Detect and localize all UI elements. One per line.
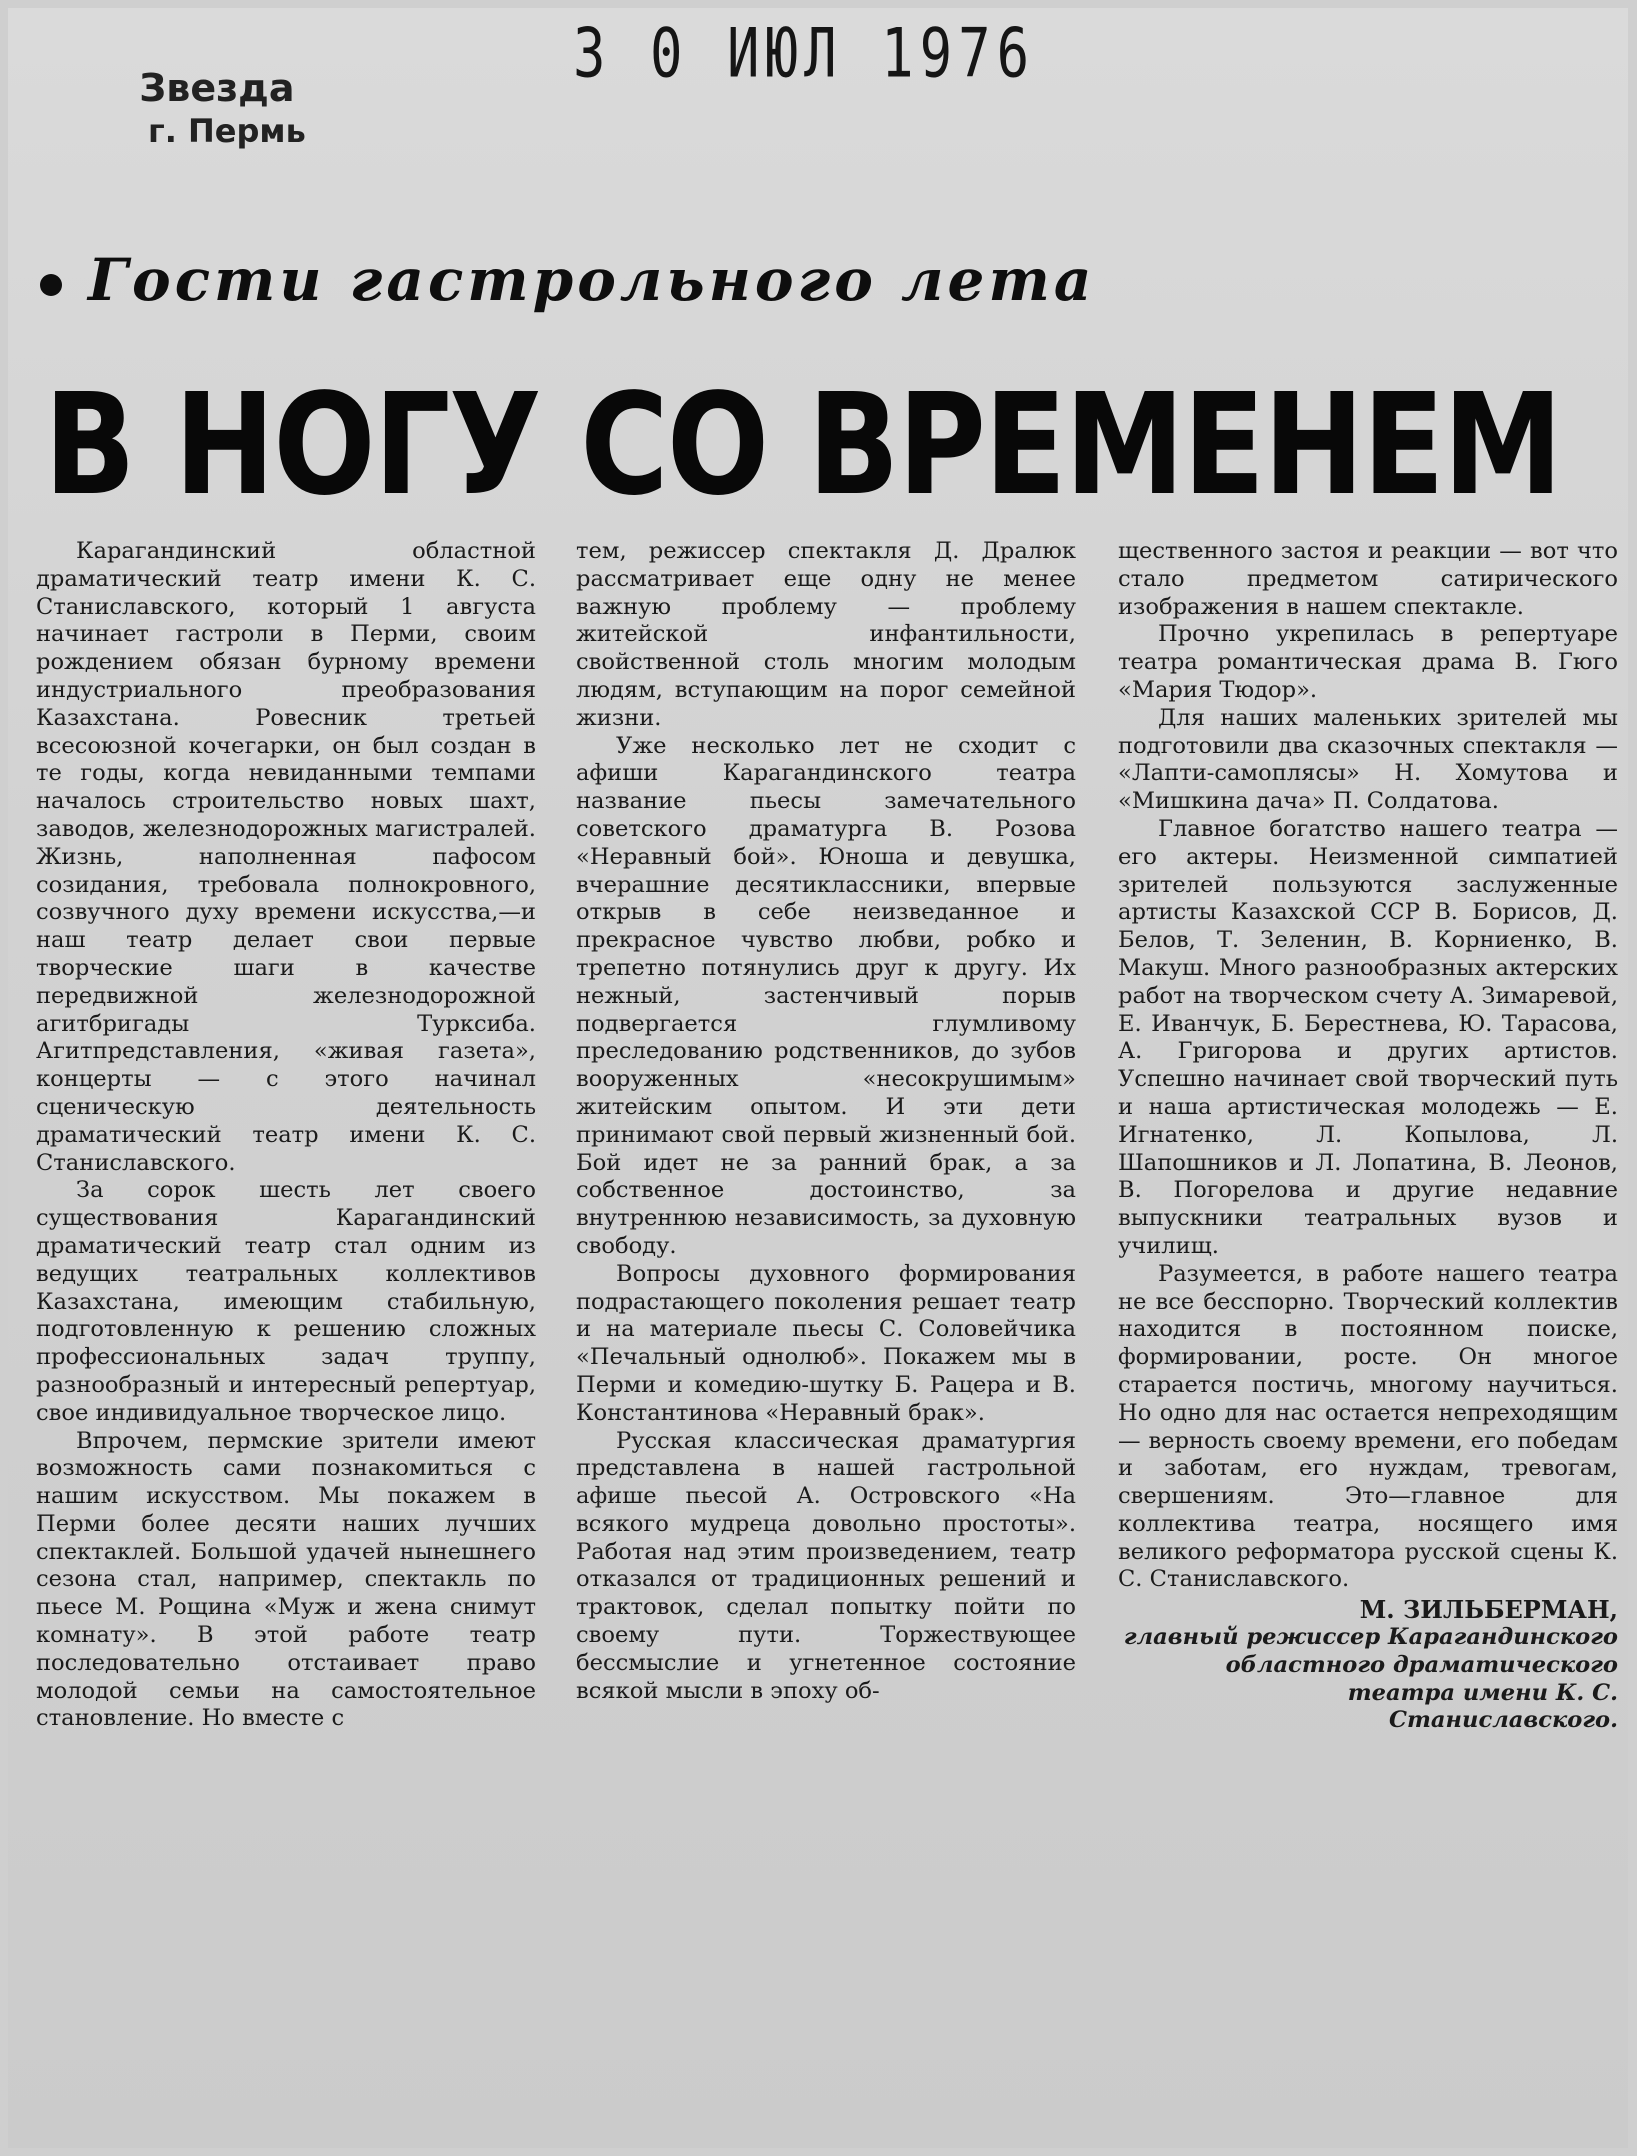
- newspaper-name: Звезда: [139, 66, 295, 110]
- author-role: главный режиссер Карагандинского областного драматического театра имени К. С. Станиславского.: [1123, 1624, 1618, 1734]
- paragraph: тем, режиссер спектакля Д. Дралюк рассматривает еще одну не менее важную проблему — проблему житейской инфантильности, свойственной столь многим молодым людям, вступающим на порог семейной жизни.: [576, 538, 1076, 731]
- author-name: М. ЗИЛЬБЕРМАН,: [1359, 1595, 1618, 1625]
- column-3: [1118, 538, 1618, 1735]
- paragraph: Впрочем, пермские зрители имеют возможность сами познакомиться с нашим искусством. Мы покажем в Перми более десяти наших лучших спектаклей. Большой удачей нынешнего сезона стал, например, спектакль по пьесе М. Рощина «Муж и жена снимут комнату». В этой работе театр последовательно отстаивает право молодой семьи на самостоятельное становление. Но вместе с: [36, 1427, 536, 1732]
- article-headline: В НОГУ СО ВРЕМЕНЕМ: [44, 364, 1562, 527]
- paragraph: Разумеется, в работе нашего театра не все бесспорно. Творческий коллектив находится в постоянном поиске, формировании, росте. Он многое старается постичь, многому научиться. Но одно для нас остается непреходящим — верность своему времени, его победам и заботам, его нуждам, тревогам, свершениям. Это—главное для коллектива театра, носящего имя великого реформатора русской сцены К. С. Станиславского.: [1118, 1260, 1618, 1593]
- paragraph: щественного застоя и реакции — вот что стало предметом сатирического изображения в нашем спектакле.: [1118, 538, 1618, 620]
- newspaper-city: г. Пермь: [148, 111, 306, 150]
- paragraph: Вопросы духовного формирования подрастающего поколения решает театр и на материале пьесы С. Соловейчика «Печальный однолюб». Покажем мы в Перми и комедию-шутку Б. Рацера и В. Константинова «Неравный брак».: [576, 1260, 1076, 1426]
- bullet-icon: [40, 274, 62, 296]
- rubric: [40, 246, 1095, 314]
- paragraph: Уже несколько лет не сходит с афиши Карагандинского театра название пьесы замечательного советского драматурга В. Розова «Неравный бой». Юноша и девушка, вчерашние десятиклассники, впервые открыв в себе неизведанное и прекрасное чувство любви, робко и трепетно потянулись друг к другу. Их нежный, застенчивый порыв подвергается глумливому преследованию родственников, до зубов вооруженных «несокрушимым» житейским опытом. И эти дети принимают свой первый жизненный бой. Бой идет не за ранний брак, а за собственное достоинство, за внутреннюю независимость, за духовную свободу.: [576, 732, 1076, 1259]
- paragraph: Прочно укрепилась в репертуаре театра романтическая драма В. Гюго «Мария Тюдор».: [1118, 621, 1618, 703]
- paragraph: Главное богатство нашего театра — его актеры. Неизменной симпатией зрителей пользуются заслуженные артисты Казахской ССР В. Борисов, Д. Белов, Т. Зеленин, В. Корниенко, В. Макуш. Много разнообразных актерских работ на творческом счету А. Зимаревой, Е. Иванчук, Б. Берестнева, Ю. Тарасова, А. Григорова и других артистов. Успешно начинает свой творческий путь и наша артистическая молодежь — Е. Игнатенко, Л. Копылова, Л. Шапошников и Л. Лопатина, В. Леонов, В. Погорелова и другие недавние выпускники театральных вузов и училищ.: [1118, 815, 1618, 1259]
- rubric-text: Гости гастрольного лета: [88, 246, 1096, 314]
- paragraph: За сорок шесть лет своего существования Карагандинский драматический театр стал одним из ведущих театральных коллективов Казахстана, имеющим стабильную, подготовленную к решению сложных профессиональных задач труппу, разнообразный и интересный репертуар, свое индивидуальное творческое лицо.: [36, 1177, 536, 1426]
- paragraph: Для наших маленьких зрителей мы подготовили два сказочных спектакля — «Лапти-самоплясы» Н. Хомутова и «Мишкина дача» П. Солдатова.: [1118, 704, 1618, 815]
- paragraph: Карагандинский областной драматический театр имени К. С. Станиславского, который 1 августа начинает гастроли в Перми, своим рождением обязан бурному времени индустриального преобразования Казахстана. Ровесник третьей всесоюзной кочегарки, он был создан в те годы, когда невиданными темпами началось строительство новых шахт, заводов, железнодорожных магистралей. Жизнь, наполненная пафосом созидания, требовала полнокровного, созвучного духу времени искусства,—и наш театр делает свои первые творческие шаги в качестве передвижной железнодорожной агитбригады Турксиба. Агитпредставления, «живая газета», концерты — с этого начинал сценическую деятельность драматический театр имени К. С. Станиславского.: [36, 538, 536, 1176]
- column-1: [36, 538, 536, 1733]
- paragraph: Русская классическая драматургия представлена в нашей гастрольной афише пьесой А. Островского «На всякого мудреца довольно простоты». Работая над этим произведением, театр отказался от традиционных решений и трактовок, сделал попытку пойти по своему пути. Торжествующее бессмыслие и угнетенное состояние всякой мысли в эпоху об-: [576, 1427, 1076, 1704]
- column-2: [576, 538, 1076, 1705]
- newspaper-source: [128, 66, 306, 150]
- date-stamp: 3 0 ИЮЛ 1976: [573, 14, 1036, 93]
- clipping-paper: [8, 8, 1628, 2148]
